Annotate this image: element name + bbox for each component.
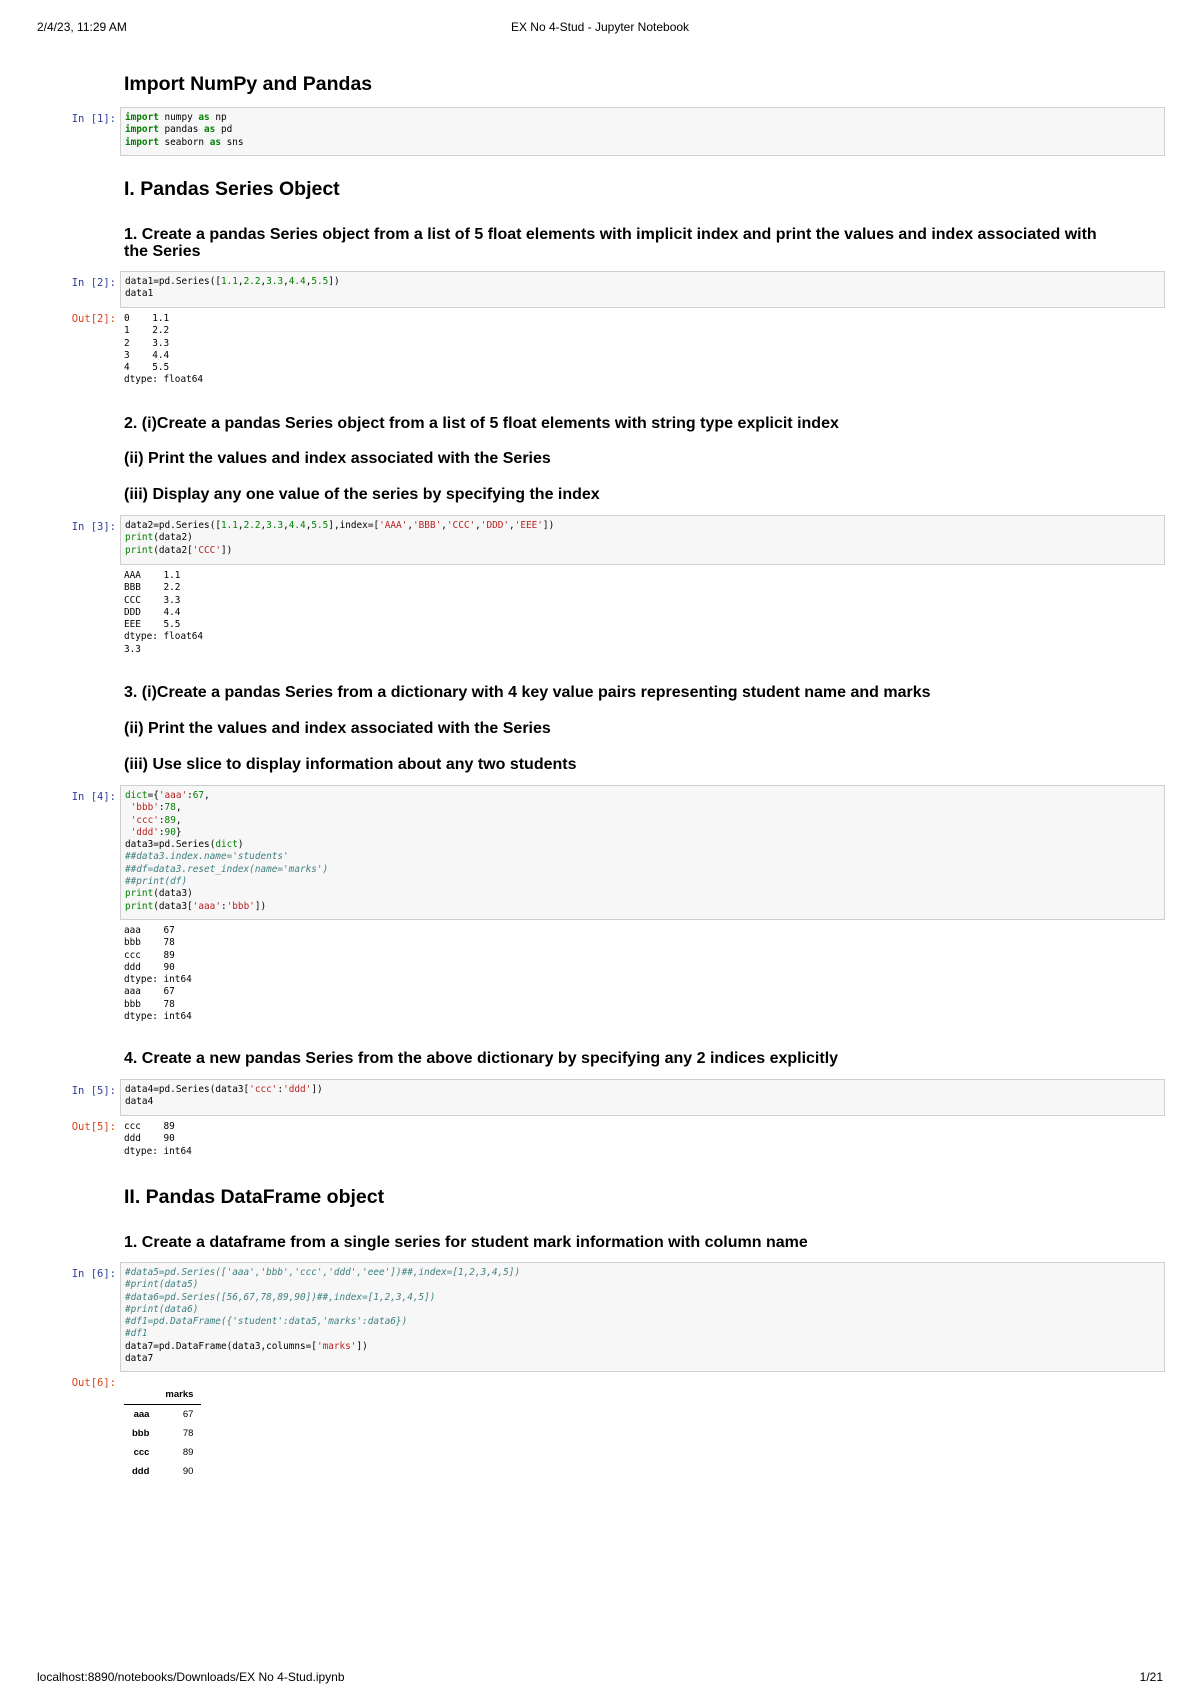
output-3: AAA 1.1 BBB 2.2 CCC 3.3 DDD 4.4 EEE 5.5 dtype: float64 3.3 — [124, 570, 204, 655]
code-line: print(data2['CCC']) — [125, 544, 233, 556]
code-comment: #df1 — [125, 1328, 148, 1340]
table-row — [124, 1462, 201, 1481]
print-header-title: EX No 4-Stud - Jupyter Notebook — [510, 20, 690, 34]
column-header-marks: marks — [157, 1385, 201, 1405]
code-line: 'ddd':90} — [130, 826, 182, 838]
prompt-in-5: In [5]: — [71, 1085, 116, 1097]
code-comment: #df1=pd.DataFrame({'student':data5,'marks':data6}) — [125, 1316, 408, 1328]
print-header-timestamp: 2/4/23, 11:29 AM — [37, 20, 127, 34]
code-line: data7=pd.DataFrame(data3,columns=['marks']) — [125, 1340, 368, 1352]
row-value: 89 — [182, 1447, 194, 1458]
code-cell-2[interactable] — [120, 271, 1165, 308]
heading-q3-iii: (iii) Use slice to display information about any two students — [124, 756, 577, 773]
code-line: 'ccc':89, — [130, 814, 182, 826]
table-row — [124, 1424, 201, 1443]
code-line: dict={'aaa':67, — [125, 790, 210, 801]
prompt-in-6: In [6]: — [71, 1268, 116, 1280]
code-comment: #data6=pd.Series([56,67,78,89,90])##,index=[1,2,3,4,5]) — [125, 1291, 436, 1303]
code-line: data2=pd.Series([1.1,2.2,3.3,4.4,5.5],index=['AAA','BBB','CCC','DDD','EEE']) — [125, 520, 555, 531]
row-value: 67 — [182, 1409, 194, 1420]
row-index: ddd — [132, 1466, 150, 1477]
code-line: import numpy as np — [125, 112, 227, 123]
heading-dataframe-object: II. Pandas DataFrame object — [124, 1186, 385, 1208]
code-cell-3[interactable] — [120, 515, 1165, 565]
row-index: bbb — [132, 1428, 150, 1439]
code-comment: ##data3.index.name='students' — [125, 851, 289, 863]
prompt-in-1: In [1]: — [71, 113, 116, 125]
code-line: data4 — [125, 1096, 154, 1108]
code-comment: #data5=pd.Series(['aaa','bbb','ccc','ddd','eee'])##,index=[1,2,3,4,5]) — [125, 1267, 521, 1278]
code-cell-4[interactable] — [120, 785, 1165, 920]
code-cell-5[interactable] — [120, 1079, 1165, 1116]
code-line: data1=pd.Series([1.1,2.2,3.3,4.4,5.5]) — [125, 276, 340, 287]
code-line: 'bbb':78, — [130, 802, 182, 814]
heading-q2-ii: (ii) Print the values and index associated with the Series — [124, 450, 551, 467]
prompt-in-3: In [3]: — [71, 521, 116, 533]
code-line: data7 — [125, 1353, 154, 1365]
code-cell-6[interactable] — [120, 1262, 1165, 1372]
code-comment: #print(data5) — [125, 1279, 199, 1291]
code-comment: ##df=data3.reset_index(name='marks') — [125, 863, 329, 875]
table-row — [124, 1443, 201, 1462]
output-5: ccc 89 ddd 90 dtype: int64 — [124, 1121, 192, 1157]
table-header-row — [124, 1385, 201, 1405]
row-value: 78 — [182, 1428, 194, 1439]
output-4: aaa 67 bbb 78 ccc 89 ddd 90 dtype: int64 aaa 67 bbb 78 dtype: int64 — [124, 925, 192, 1023]
code-comment: ##print(df) — [125, 876, 188, 888]
prompt-out-6: Out[6]: — [71, 1377, 116, 1389]
code-line: print(data3) — [125, 888, 193, 900]
heading-q3-i: 3. (i)Create a pandas Series from a dictionary with 4 key value pairs representing student name and marks — [124, 684, 931, 701]
heading-q2-i: 2. (i)Create a pandas Series object from a list of 5 float elements with string type explicit index — [124, 415, 839, 432]
prompt-out-5: Out[5]: — [71, 1121, 116, 1133]
table-row — [124, 1405, 201, 1425]
heading-import: Import NumPy and Pandas — [124, 73, 373, 95]
code-cell-1[interactable] — [120, 107, 1165, 156]
prompt-in-2: In [2]: — [71, 277, 116, 289]
row-index: ccc — [133, 1447, 150, 1458]
heading-q1: 1. Create a pandas Series object from a list of 5 float elements with implicit index and print the values and index associated with the Series — [124, 226, 1097, 260]
print-footer-page: 1/21 — [1139, 1670, 1163, 1684]
prompt-out-2: Out[2]: — [71, 313, 116, 325]
heading-q3-ii: (ii) Print the values and index associated with the Series — [124, 720, 551, 737]
heading-df-q1: 1. Create a dataframe from a single series for student mark information with column name — [124, 1234, 808, 1251]
dataframe-table — [124, 1385, 201, 1481]
print-footer-url: localhost:8890/notebooks/Downloads/EX No 4-Stud.ipynb — [37, 1670, 345, 1684]
code-line: print(data2) — [125, 532, 193, 544]
heading-q2-iii: (iii) Display any one value of the series by specifying the index — [124, 486, 600, 503]
heading-series-object: I. Pandas Series Object — [124, 178, 340, 200]
output-2: 0 1.1 1 2.2 2 3.3 3 4.4 4 5.5 dtype: float64 — [124, 313, 204, 386]
code-line: import pandas as pd — [125, 124, 233, 136]
code-line: print(data3['aaa':'bbb']) — [125, 900, 267, 912]
row-value: 90 — [182, 1466, 194, 1477]
prompt-in-4: In [4]: — [71, 791, 116, 803]
code-line: data3=pd.Series(dict) — [125, 839, 244, 851]
code-line: data4=pd.Series(data3['ccc':'ddd']) — [125, 1084, 323, 1095]
heading-q4: 4. Create a new pandas Series from the above dictionary by specifying any 2 indices explicitly — [124, 1050, 839, 1067]
code-line: import seaborn as sns — [125, 136, 244, 148]
code-comment: #print(data6) — [125, 1303, 199, 1315]
row-index: aaa — [133, 1409, 150, 1420]
table-corner — [124, 1385, 157, 1405]
code-line: data1 — [125, 288, 154, 300]
